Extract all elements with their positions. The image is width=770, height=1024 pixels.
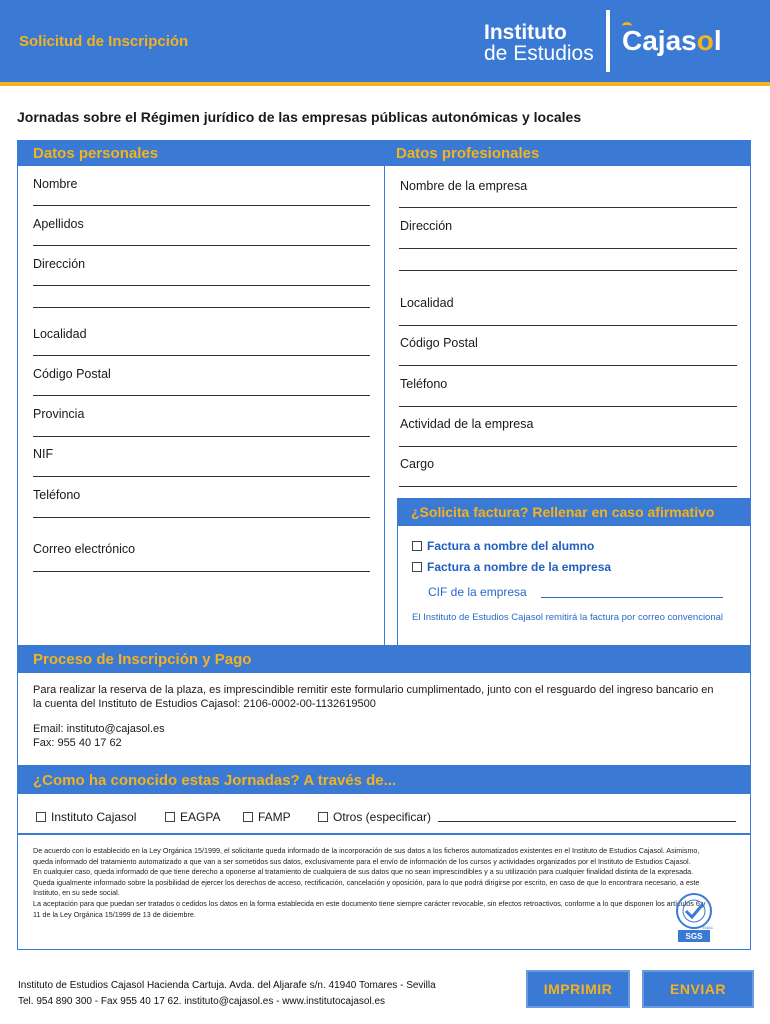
invoice-option-alumno[interactable] xyxy=(412,539,594,553)
option-instituto-label: Instituto Cajasol xyxy=(51,810,137,824)
process-heading-text: Proceso de Inscripción y Pago xyxy=(33,651,252,668)
logo-brand-o: o xyxy=(696,25,714,56)
source-option-instituto[interactable] xyxy=(36,810,136,824)
invoice-heading: ¿Solicita factura? Rellenar en caso afirmativo xyxy=(397,498,751,526)
legal-paragraph-4: La aceptación para que puedan ser tratados o cedidos los datos en la forma establecida en este documento tiene siempre carácter revocable, sin efectos retroactivos, conforme a lo que disponen los artículos 6 y 11 de la Ley Orgánica 15/1999 de 13 de diciembre. xyxy=(33,898,706,919)
option-otros-label: Otros (especificar) xyxy=(333,810,432,824)
input-apellidos[interactable] xyxy=(33,245,370,246)
label-correo: Correo electrónico xyxy=(33,542,136,556)
source-option-eagpa[interactable] xyxy=(165,810,220,824)
checkbox-otros[interactable] xyxy=(318,812,328,822)
input-provincia[interactable] xyxy=(33,436,370,437)
print-button[interactable]: IMPRIMIR xyxy=(526,970,630,1008)
logo-brand-part: Cajas xyxy=(622,25,697,56)
legal-paragraph-2: En cualquier caso, queda informado de que tiene derecho a oponerse al tratamiento de cualquiera de sus datos que no sean imprescindibles y a su utilización para cualquier finalidad distinta de la expresada. xyxy=(33,867,694,877)
input-cargo[interactable] xyxy=(399,486,737,487)
header-banner xyxy=(0,0,770,86)
checkbox-alumno[interactable] xyxy=(412,541,422,551)
sgs-label: SGS xyxy=(685,932,703,941)
input-direccion-2[interactable] xyxy=(33,307,370,308)
personal-heading-text: Datos personales xyxy=(33,144,159,162)
process-heading xyxy=(17,646,751,673)
document-title: Jornadas sobre el Régimen jurídico de las empresas públicas autonómicas y locales xyxy=(17,109,582,125)
label-direccion: Dirección xyxy=(33,257,86,271)
input-nif[interactable] xyxy=(33,476,370,477)
label-direccion-empresa: Dirección xyxy=(400,219,453,233)
checkbox-eagpa[interactable] xyxy=(165,812,175,822)
instituto-logo-text xyxy=(484,22,594,64)
logo-brand-end: l xyxy=(713,25,722,56)
send-button[interactable]: ENVIAR xyxy=(642,970,754,1008)
professional-data-heading xyxy=(384,140,751,166)
process-email: Email: instituto@cajasol.es xyxy=(33,723,165,735)
source-option-famp[interactable] xyxy=(243,810,291,824)
input-cp-empresa[interactable] xyxy=(399,365,737,366)
label-nombre: Nombre xyxy=(33,177,78,191)
invoice-note: El Instituto de Estudios Cajasol remitirá la factura por correo convencional xyxy=(412,612,724,623)
input-nombre[interactable] xyxy=(33,205,370,206)
cif-label: CIF de la empresa xyxy=(428,585,527,599)
input-direccion-empresa-2[interactable] xyxy=(399,270,737,271)
source-option-otros[interactable] xyxy=(318,810,431,824)
input-localidad[interactable] xyxy=(33,355,370,356)
source-heading-text: ¿Como ha conocido estas Jornadas? A través de... xyxy=(33,771,397,789)
footer-phone-web: Tel. 954 890 300 - Fax 955 40 17 62. instituto@cajasol.es - www.institutocajasol.es xyxy=(18,996,386,1007)
label-localidad-empresa: Localidad xyxy=(400,296,454,310)
label-cargo: Cargo xyxy=(400,457,435,471)
label-cp-empresa: Código Postal xyxy=(400,336,478,350)
legal-paragraph-3: Queda igualmente informado sobre la posibilidad de ejercer los derechos de acceso, rectificación, cancelación y oposición, para lo que podrá dirigirse por escrito, en caso de que lo encontrara necesario, a este Instituto, en su sede social. xyxy=(33,877,700,898)
input-direccion-1[interactable] xyxy=(33,285,370,286)
enac-label: ENAC xyxy=(702,925,714,930)
input-codigo-postal[interactable] xyxy=(33,395,370,396)
cajasol-logo xyxy=(622,25,722,57)
label-telefono-empresa: Teléfono xyxy=(400,377,448,391)
option-famp-label: FAMP xyxy=(258,810,291,824)
footer-contact xyxy=(18,978,436,1010)
label-apellidos: Apellidos xyxy=(33,217,84,231)
otros-input[interactable] xyxy=(438,821,736,822)
checkbox-instituto[interactable] xyxy=(36,812,46,822)
input-nombre-empresa[interactable] xyxy=(399,207,737,208)
column-divider xyxy=(384,166,385,646)
label-provincia: Provincia xyxy=(33,407,85,421)
personal-data-heading xyxy=(17,140,384,166)
form-title: Solicitud de Inscripción xyxy=(19,33,189,50)
input-direccion-empresa-1[interactable] xyxy=(399,248,737,249)
label-codigo-postal: Código Postal xyxy=(33,367,111,381)
checkbox-empresa[interactable] xyxy=(412,562,422,572)
process-text: Para realizar la reserva de la plaza, es imprescindible remitir este formulario cumplimentado, junto con el resguardo del ingreso bancario en la cuenta del Instituto de Estudios Cajasol: 2106-0002-00-1132619500 xyxy=(33,684,714,710)
process-fax: Fax: 955 40 17 62 xyxy=(33,737,122,749)
label-actividad: Actividad de la empresa xyxy=(400,417,534,431)
label-nombre-empresa: Nombre de la empresa xyxy=(400,179,528,193)
logo-line-2: de Estudios xyxy=(484,42,594,65)
logo-divider xyxy=(606,10,610,72)
professional-heading-text: Datos profesionales xyxy=(396,144,540,162)
logo-line-1: Instituto xyxy=(484,21,567,44)
input-telefono-empresa[interactable] xyxy=(399,406,737,407)
source-heading xyxy=(17,766,751,794)
invoice-option-empresa[interactable] xyxy=(412,560,611,574)
input-telefono[interactable] xyxy=(33,517,370,518)
option-alumno-label: Factura a nombre del alumno xyxy=(427,539,595,553)
footer-address: Instituto de Estudios Cajasol Hacienda Cartuja. Avda. del Aljarafe s/n. 41940 Tomares - Sevilla xyxy=(18,980,436,991)
cif-input[interactable] xyxy=(541,597,723,598)
option-eagpa-label: EAGPA xyxy=(180,810,221,824)
checkbox-famp[interactable] xyxy=(243,812,253,822)
label-nif: NIF xyxy=(33,447,54,461)
label-telefono: Teléfono xyxy=(33,488,81,502)
input-actividad[interactable] xyxy=(399,446,737,447)
input-localidad-empresa[interactable] xyxy=(399,325,737,326)
label-localidad: Localidad xyxy=(33,327,87,341)
option-empresa-label: Factura a nombre de la empresa xyxy=(427,560,612,574)
sgs-certification-seal xyxy=(672,893,716,943)
legal-text xyxy=(33,846,713,920)
input-correo[interactable] xyxy=(33,571,370,572)
legal-paragraph-1: De acuerdo con lo establecido en la Ley Orgánica 15/1999, el solicitante queda informado de la incorporación de sus datos a los ficheros automatizados existentes en el Instituto de Estudios Cajasol. Asimismo, queda informado del tratamiento automatizado a que van a ser sometidos sus datos, exclusivamente para el envío de información de los cursos y actividades organizados por el Instituto de Estudios Cajasol. xyxy=(33,846,700,866)
